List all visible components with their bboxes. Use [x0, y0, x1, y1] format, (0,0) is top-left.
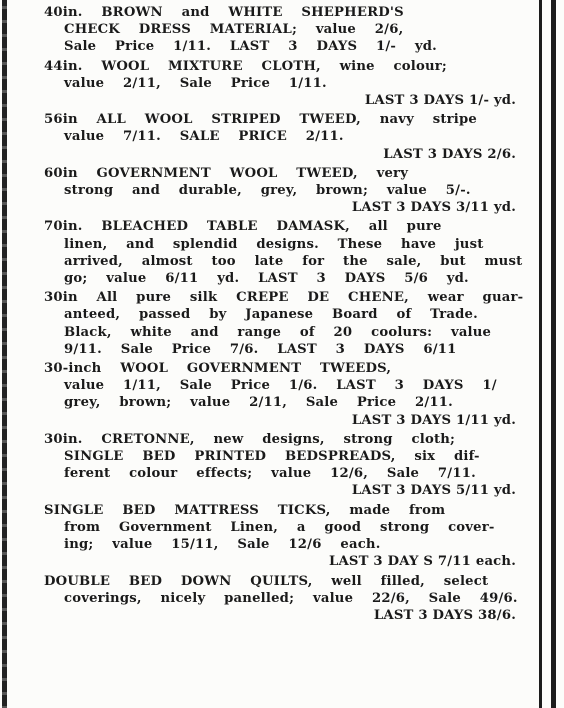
sale-item-entry	[44, 4, 524, 56]
last-three-days-price: LAST 3 DAYS 38/6.	[373, 607, 516, 623]
sale-item-line: 70in. BLEACHED TABLE DAMASK, all pure	[44, 219, 442, 235]
sale-item-line: grey, brown; value 2/11, Sale Price 2/11.	[64, 395, 453, 411]
sale-item-line: coverings, nicely panelled; value 22/6, Sale 49/6.	[64, 590, 518, 606]
sale-item-line: 44in. WOOL MIXTURE CLOTH, wine colour;	[44, 58, 447, 74]
sale-item-entry	[44, 431, 524, 500]
sale-item-line: SINGLE BED MATTRESS TICKS, made from	[44, 502, 446, 518]
sale-item-entry	[44, 218, 524, 287]
advertisement-column	[44, 4, 524, 624]
sale-item-line: go; value 6/11 yd. LAST 3 DAYS 5/6 yd.	[64, 271, 469, 287]
sale-item-line: value 1/11, Sale Price 1/6. LAST 3 DAYS 1/	[64, 378, 497, 394]
sale-item-line: strong and durable, grey, brown; value 5/-.	[64, 183, 471, 199]
sale-item-line: Sale Price 1/11. LAST 3 DAYS 1/- yd.	[64, 39, 437, 55]
right-column-rule-thick	[551, 0, 556, 708]
sale-item-line: 30in. CRETONNE, new designs, strong cloth;	[44, 431, 456, 447]
sale-item-line: anteed, passed by Japanese Board of Trade.	[64, 307, 478, 323]
sale-item-line: ing; value 15/11, Sale 12/6 each.	[64, 537, 381, 553]
sale-item-entry	[44, 165, 524, 217]
sale-item-line: SINGLE BED PRINTED BEDSPREADS, six dif-	[64, 449, 480, 465]
last-three-days-price: LAST 3 DAYS 1/- yd.	[364, 93, 516, 109]
last-three-days-price: LAST 3 DAYS 3/11 yd.	[351, 200, 516, 216]
sale-item-line: 56in ALL WOOL STRIPED TWEED, navy stripe	[44, 112, 478, 128]
sale-item-line: linen, and splendid designs. These have just	[64, 236, 484, 252]
sale-item-entry	[44, 111, 524, 163]
last-three-days-price: LAST 3 DAYS 1/11 yd.	[351, 412, 516, 428]
sale-item-line: 30in All pure silk CREPE DE CHENE, wear guar-	[44, 290, 524, 306]
sale-item-line: value 7/11. SALE PRICE 2/11.	[64, 129, 344, 145]
last-three-days-price: LAST 3 DAY S 7/11 each.	[328, 554, 516, 570]
sale-item-entry	[44, 502, 524, 571]
sale-item-line: from Government Linen, a good strong cover-	[64, 519, 495, 535]
sale-item-entry	[44, 360, 524, 429]
sale-item-line: value 2/11, Sale Price 1/11.	[64, 75, 327, 91]
last-three-days-price: LAST 3 DAYS 5/11 yd.	[351, 483, 516, 499]
right-column-rule-thin	[539, 0, 542, 708]
sale-item-line: 40in. BROWN and WHITE SHEPHERD'S	[44, 5, 404, 20]
left-column-rule	[2, 0, 7, 708]
sale-item-line: 60in GOVERNMENT WOOL TWEED, very	[44, 165, 409, 181]
sale-item-line: ferent colour effects; value 12/6, Sale 7/11.	[64, 466, 476, 482]
sale-item-entry	[44, 289, 524, 358]
sale-item-entry	[44, 573, 524, 625]
sale-item-line: 9/11. Sale Price 7/6. LAST 3 DAYS 6/11	[64, 341, 457, 357]
sale-item-line: Black, white and range of 20 coolurs: value	[64, 324, 492, 340]
sale-item-line: arrived, almost too late for the sale, but must	[64, 253, 523, 269]
sale-item-line: DOUBLE BED DOWN QUILTS, well filled, select	[44, 573, 489, 589]
last-three-days-price: LAST 3 DAYS 2/6.	[383, 146, 516, 162]
sale-item-entry	[44, 58, 524, 110]
sale-item-line: CHECK DRESS MATERIAL; value 2/6,	[64, 22, 404, 38]
sale-item-line: 30-inch WOOL GOVERNMENT TWEEDS,	[44, 361, 392, 377]
